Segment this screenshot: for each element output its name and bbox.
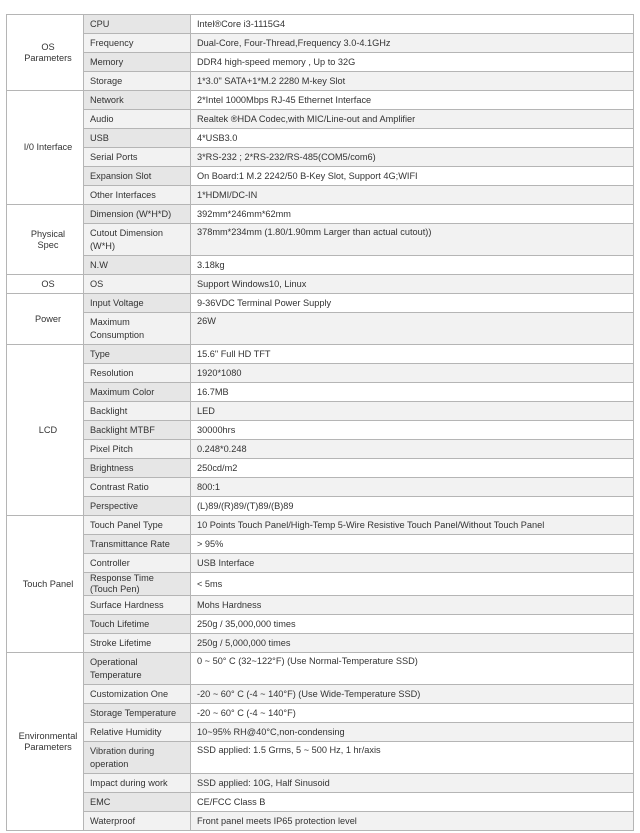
- spec-value: 10 Points Touch Panel/High-Temp 5-Wire Resistive Touch Panel/Without Touch Panel: [191, 516, 634, 535]
- spec-value: 30000hrs: [191, 421, 634, 440]
- spec-row: [7, 573, 634, 596]
- spec-label: CPU: [84, 15, 191, 34]
- spec-row: [7, 72, 634, 91]
- spec-value: Front panel meets IP65 protection level: [191, 812, 634, 831]
- spec-label: Storage: [84, 72, 191, 91]
- spec-row: [7, 653, 634, 685]
- spec-row: [7, 34, 634, 53]
- spec-label: Type: [84, 345, 191, 364]
- spec-label: Dimension (W*H*D): [84, 205, 191, 224]
- spec-row: [7, 345, 634, 364]
- spec-value: -20 ~ 60° C (-4 ~ 140°F): [191, 704, 634, 723]
- spec-label: Cutout Dimension (W*H): [84, 224, 191, 256]
- spec-row: [7, 364, 634, 383]
- spec-label: Impact during work: [84, 774, 191, 793]
- spec-label: Touch Panel Type: [84, 516, 191, 535]
- spec-row: [7, 440, 634, 459]
- spec-row: [7, 774, 634, 793]
- spec-value: 3*RS-232 ; 2*RS-232/RS-485(COM5/com6): [191, 148, 634, 167]
- spec-row: [7, 812, 634, 831]
- spec-label: Vibration during operation: [84, 742, 191, 774]
- spec-value: Dual-Core, Four-Thread,Frequency 3.0-4.1GHz: [191, 34, 634, 53]
- spec-row: [7, 554, 634, 573]
- spec-label: Backlight MTBF: [84, 421, 191, 440]
- spec-row: [7, 186, 634, 205]
- spec-value: > 95%: [191, 535, 634, 554]
- spec-value: DDR4 high-speed memory , Up to 32G: [191, 53, 634, 72]
- spec-row: [7, 53, 634, 72]
- spec-row: [7, 685, 634, 704]
- spec-label: Audio: [84, 110, 191, 129]
- spec-label: Network: [84, 91, 191, 110]
- spec-row: [7, 256, 634, 275]
- spec-value: 3.18kg: [191, 256, 634, 275]
- spec-row: [7, 478, 634, 497]
- spec-value: USB Interface: [191, 554, 634, 573]
- spec-label: Resolution: [84, 364, 191, 383]
- spec-label: Contrast Ratio: [84, 478, 191, 497]
- spec-value: (L)89/(R)89/(T)89/(B)89: [191, 497, 634, 516]
- spec-label: OS: [84, 275, 191, 294]
- spec-label: Waterproof: [84, 812, 191, 831]
- section-category: Physical Spec: [7, 205, 84, 275]
- spec-label: Expansion Slot: [84, 167, 191, 186]
- spec-value: Intel®Core i3-1115G4: [191, 15, 634, 34]
- spec-value: 2*Intel 1000Mbps RJ-45 Ethernet Interface: [191, 91, 634, 110]
- spec-value: < 5ms: [191, 573, 634, 596]
- spec-label: Relative Humidity: [84, 723, 191, 742]
- spec-row: [7, 615, 634, 634]
- spec-value: 16.7MB: [191, 383, 634, 402]
- spec-row: [7, 275, 634, 294]
- spec-table-body: [7, 15, 634, 831]
- spec-row: [7, 129, 634, 148]
- spec-value: 26W: [191, 313, 634, 345]
- spec-row: [7, 421, 634, 440]
- spec-label: USB: [84, 129, 191, 148]
- spec-label: Transmittance Rate: [84, 535, 191, 554]
- spec-value: 1*3.0" SATA+1*M.2 2280 M-key Slot: [191, 72, 634, 91]
- spec-row: [7, 634, 634, 653]
- spec-row: [7, 497, 634, 516]
- spec-value: 0.248*0.248: [191, 440, 634, 459]
- spec-row: [7, 224, 634, 256]
- spec-row: [7, 459, 634, 478]
- spec-label: Brightness: [84, 459, 191, 478]
- spec-label: Memory: [84, 53, 191, 72]
- spec-label: N.W: [84, 256, 191, 275]
- spec-value: 10~95% RH@40°C,non-condensing: [191, 723, 634, 742]
- spec-label: Input Voltage: [84, 294, 191, 313]
- section-category: Environmental Parameters: [7, 653, 84, 831]
- spec-row: [7, 596, 634, 615]
- spec-row: [7, 294, 634, 313]
- spec-row: [7, 383, 634, 402]
- spec-value: Support Windows10, Linux: [191, 275, 634, 294]
- spec-label: Response Time (Touch Pen): [84, 573, 191, 596]
- spec-value: 4*USB3.0: [191, 129, 634, 148]
- spec-row: [7, 167, 634, 186]
- spec-value: 9-36VDC Terminal Power Supply: [191, 294, 634, 313]
- section-category: OS: [7, 275, 84, 294]
- spec-row: [7, 15, 634, 34]
- spec-label: Perspective: [84, 497, 191, 516]
- spec-value: Realtek ®HDA Codec,with MIC/Line-out and Amplifier: [191, 110, 634, 129]
- spec-value: 800:1: [191, 478, 634, 497]
- spec-label: Maximum Consumption: [84, 313, 191, 345]
- spec-label: Touch Lifetime: [84, 615, 191, 634]
- spec-value: 250g / 35,000,000 times: [191, 615, 634, 634]
- spec-value: LED: [191, 402, 634, 421]
- spec-value: 250g / 5,000,000 times: [191, 634, 634, 653]
- spec-row: [7, 402, 634, 421]
- spec-value: SSD applied: 1.5 Grms, 5 ~ 500 Hz, 1 hr/axis: [191, 742, 634, 774]
- spec-row: [7, 723, 634, 742]
- spec-value: 1*HDMI/DC-IN: [191, 186, 634, 205]
- spec-label: Operational Temperature: [84, 653, 191, 685]
- spec-label: Pixel Pitch: [84, 440, 191, 459]
- spec-row: [7, 793, 634, 812]
- spec-value: -20 ~ 60° C (-4 ~ 140°F) (Use Wide-Temperature SSD): [191, 685, 634, 704]
- spec-row: [7, 148, 634, 167]
- section-category: Power: [7, 294, 84, 345]
- spec-value: SSD applied: 10G, Half Sinusoid: [191, 774, 634, 793]
- spec-label: Other Interfaces: [84, 186, 191, 205]
- spec-row: [7, 704, 634, 723]
- spec-value: On Board:1 M.2 2242/50 B-Key Slot, Support 4G;WIFI: [191, 167, 634, 186]
- spec-row: [7, 205, 634, 224]
- spec-label: Controller: [84, 554, 191, 573]
- spec-label: Serial Ports: [84, 148, 191, 167]
- spec-label: Storage Temperature: [84, 704, 191, 723]
- spec-value: 15.6" Full HD TFT: [191, 345, 634, 364]
- spec-label: Maximum Color: [84, 383, 191, 402]
- spec-row: [7, 110, 634, 129]
- spec-value: Mohs Hardness: [191, 596, 634, 615]
- section-category: LCD: [7, 345, 84, 516]
- spec-label: Backlight: [84, 402, 191, 421]
- spec-row: [7, 535, 634, 554]
- spec-value: 392mm*246mm*62mm: [191, 205, 634, 224]
- spec-value: 0 ~ 50° C (32~122°F) (Use Normal-Temperature SSD): [191, 653, 634, 685]
- spec-label: Stroke Lifetime: [84, 634, 191, 653]
- spec-value: CE/FCC Class B: [191, 793, 634, 812]
- section-category: OS Parameters: [7, 15, 84, 91]
- spec-value: 378mm*234mm (1.80/1.90mm Larger than actual cutout)): [191, 224, 634, 256]
- spec-label: Customization One: [84, 685, 191, 704]
- spec-label: Frequency: [84, 34, 191, 53]
- spec-row: [7, 313, 634, 345]
- spec-table: [6, 14, 634, 831]
- spec-row: [7, 91, 634, 110]
- spec-value: 250cd/m2: [191, 459, 634, 478]
- section-category: Touch Panel: [7, 516, 84, 653]
- spec-row: [7, 516, 634, 535]
- spec-label: EMC: [84, 793, 191, 812]
- section-category: I/0 Interface: [7, 91, 84, 205]
- spec-label: Surface Hardness: [84, 596, 191, 615]
- spec-value: 1920*1080: [191, 364, 634, 383]
- spec-row: [7, 742, 634, 774]
